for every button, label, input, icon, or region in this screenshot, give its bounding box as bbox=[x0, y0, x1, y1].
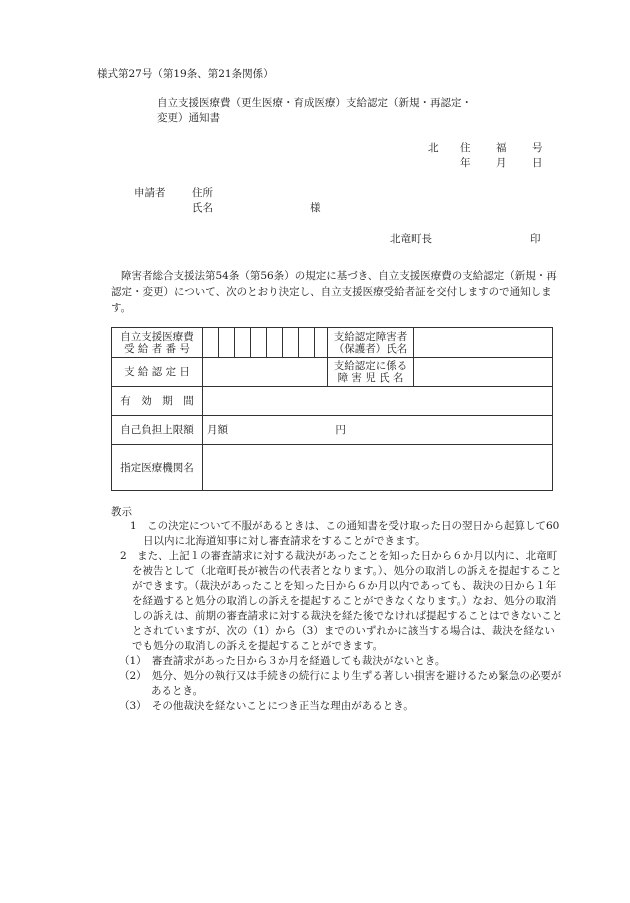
notice-sub-1: （1） 審査請求があった日から３か月を経過しても裁決がないとき。 bbox=[119, 655, 446, 667]
child-name-label: 支給認定に係る 障 害 児 氏 名 bbox=[328, 358, 414, 387]
table-row bbox=[112, 358, 553, 387]
notice-item-2: 2 また、上記１の審査請求に対する裁決があったことを知った日から６か月以内に、北竜町を被告として（北竜町長が被告の代表者となります。）、処分の取消しの訴えを提起することができます。（裁決があったことを知った日から６か月以内であっても、裁決の日から１年を経過すると処分の取消しの訴えを提起することができなくなります。）なお、処分の取消しの訴えは、前期の審査請求に対する裁決を経た後でなければ提起することはできないこととされていますが、次の（1）から（3）までのいずれかに該当する場合は、裁決を経ないでも処分の取消しの訴えを提起することができます。 bbox=[120, 550, 563, 652]
doc-month: 月 bbox=[496, 157, 507, 169]
table-row bbox=[112, 445, 553, 491]
body-text: 障害者総合支援法第54条（第56条）の規定に基づき、自立支援医療費の支給認定（新規・再認定・変更）について、次のとおり決定し、自立支援医療受給者証を交付しますので通知します。 bbox=[111, 270, 557, 314]
digit-cell[interactable] bbox=[283, 328, 299, 358]
table-row bbox=[112, 328, 553, 358]
recipient-number-label: 自立支援医療費 受 給 者 番 号 bbox=[112, 328, 203, 358]
cert-date-label: 支 給 認 定 日 bbox=[112, 358, 203, 387]
digit-cell[interactable] bbox=[299, 328, 315, 358]
doc-fuku: 福 bbox=[496, 142, 507, 154]
document-title-line1: 自立支援医療費（更生医療・育成医療）支給認定（新規・再認定・ bbox=[157, 97, 472, 109]
validity-period-label: 有 効 期 間 bbox=[112, 387, 203, 416]
digit-cell[interactable] bbox=[203, 328, 219, 358]
yen-label: 円 bbox=[335, 424, 346, 436]
table-row bbox=[112, 387, 553, 416]
notice-heading: 教示 bbox=[111, 506, 132, 518]
form-number: 様式第27号（第19条、第21条関係） bbox=[97, 68, 274, 80]
child-name-value[interactable] bbox=[414, 358, 553, 387]
seal-mark: 印 bbox=[530, 233, 541, 245]
digit-cell[interactable] bbox=[235, 328, 251, 358]
notice-sub-3: （3） その他裁決を経ないことにつき正当な理由があるとき。 bbox=[119, 700, 414, 712]
table-row bbox=[112, 416, 553, 445]
guardian-name-value[interactable] bbox=[414, 328, 553, 358]
notice-item-1: 1 この決定について不服があるときは、この通知書を受け取った日の翌日から起算して60日以内に北海道知事に対し審査請求をすることができます。 bbox=[130, 520, 560, 547]
doc-year: 年 bbox=[460, 157, 471, 169]
validity-period-value[interactable] bbox=[203, 387, 553, 416]
digit-cell[interactable] bbox=[267, 328, 283, 358]
applicant-label: 申請者 bbox=[134, 187, 166, 199]
address-label: 住所 bbox=[192, 187, 213, 199]
monthly-label: 月額 bbox=[207, 424, 228, 436]
doc-dai: 住 bbox=[460, 142, 471, 154]
notice-sub-2: （2） 処分、処分の執行又は手続きの続行により生ずる著しい損害を避けるため緊急の必要があるとき。 bbox=[119, 670, 562, 697]
doc-kita: 北 bbox=[428, 142, 439, 154]
copay-limit-label: 自己負担上限額 bbox=[112, 416, 203, 445]
issuer-title: 北竜町長 bbox=[390, 233, 432, 245]
notice-body bbox=[111, 519, 565, 714]
document-title-line2: 変更）通知書 bbox=[157, 112, 220, 124]
digit-cell[interactable] bbox=[251, 328, 267, 358]
document-number-block bbox=[428, 141, 544, 171]
digit-cell[interactable] bbox=[315, 328, 328, 358]
copay-limit-value[interactable] bbox=[203, 416, 553, 445]
guardian-name-label: 支給認定障害者 （保護者）氏名 bbox=[328, 328, 414, 358]
honorific: 様 bbox=[310, 202, 321, 214]
institution-value[interactable] bbox=[203, 445, 553, 491]
doc-day: 日 bbox=[532, 157, 543, 169]
digit-cell[interactable] bbox=[219, 328, 235, 358]
doc-go: 号 bbox=[532, 142, 543, 154]
institution-label: 指定医療機関名 bbox=[112, 445, 203, 491]
cert-date-value[interactable] bbox=[203, 358, 328, 387]
name-label: 氏名 bbox=[192, 202, 213, 214]
certification-table bbox=[111, 327, 553, 491]
